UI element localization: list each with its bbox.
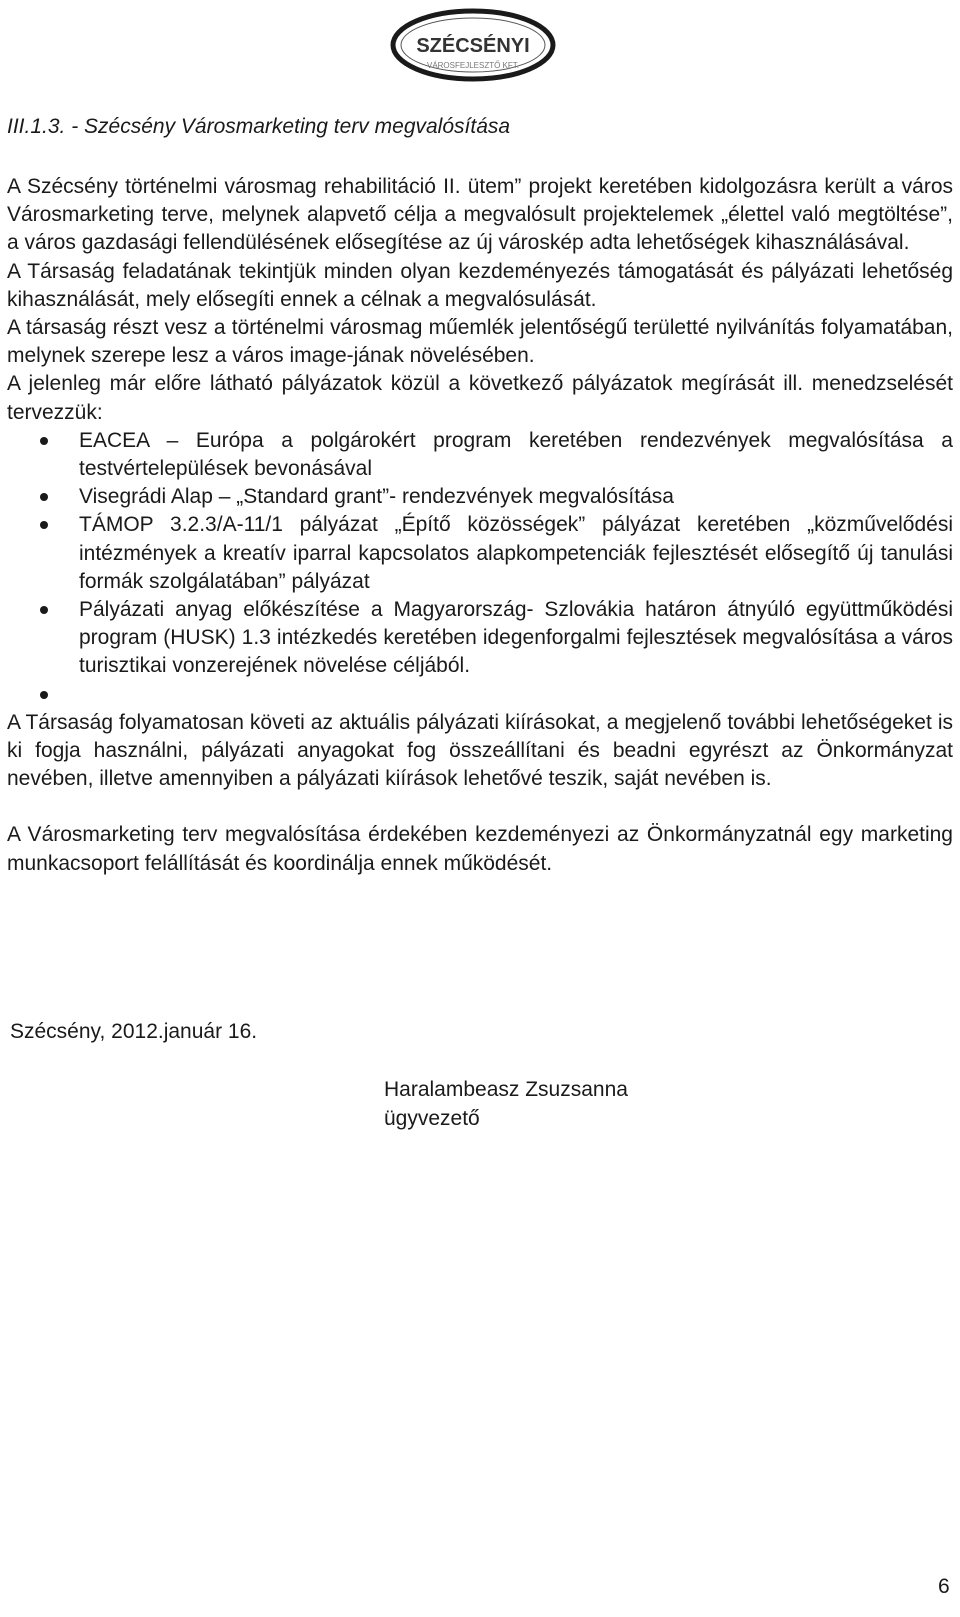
list-item <box>7 681 953 709</box>
document-body <box>7 173 953 878</box>
list-item <box>7 427 953 483</box>
list-item-text: Pályázati anyag előkészítése a Magyarország- Szlovákia határon átnyúló együttműködési program (HUSK) 1.3 intézkedés keretében idegenforgalmi fejlesztések megvalósítása a város turisztikai vonzerejének növelése céljából. <box>79 598 953 678</box>
section-title: III.1.3. - Szécsény Városmarketing terv megvalósítása <box>7 115 511 138</box>
list-item <box>7 483 953 511</box>
svg-text:VÁROSFEJLESZTŐ KFT.: VÁROSFEJLESZTŐ KFT. <box>426 61 520 70</box>
svg-text:SZÉCSÉNYI: SZÉCSÉNYI <box>416 35 530 57</box>
paragraph: A társaság részt vesz a történelmi városmag műemlék jelentőségű területté nyilvánítás folyamatában, melynek szerepe lesz a város image-jának növelésében. <box>7 316 953 368</box>
signer-role: ügyvezető <box>384 1107 480 1130</box>
bullet-icon <box>40 606 48 614</box>
paragraph: A Társaság feladatának tekintjük minden olyan kezdeményezés támogatását és pályázati lehetőség kihasználását, mely elősegíti ennek a célnak a megvalósulását. <box>7 259 953 311</box>
place-date: Szécsény, 2012.január 16. <box>10 1020 258 1043</box>
company-logo <box>388 8 558 82</box>
paragraph: A Szécsény történelmi városmag rehabilitáció II. ütem” projekt keretében kidolgozásra került a város Városmarketing terve, melynek alapvető célja a megvalósult projektelemek „élettel való megtöltése”, a város gazdasági fellendülésének elősegítése az új városkép adta lehetőségek kihasználásával. <box>7 175 953 255</box>
list-item-text: TÁMOP 3.2.3/A-11/1 pályázat „Építő közösségek” pályázat keretében „közművelődési intézmények a kreatív iparral kapcsolatos alapkompetenciák fejlesztését elősegítő új tanulási formák szolgálatában” pályázat <box>79 513 953 593</box>
paragraph: A Társaság folyamatosan követi az aktuális pályázati kiírásokat, a megjelenő további lehetőségeket is ki fogja használni, pályázati anyagokat fog összeállítani és beadni egyrészt az Önkormányzat nevében, illetve amennyiben a pályázati kiírások lehetővé teszik, saját nevében is. <box>7 710 953 791</box>
signature-block <box>384 1075 628 1133</box>
bullet-icon <box>40 437 48 445</box>
paragraph: A jelenleg már előre látható pályázatok közül a következő pályázatok megírását ill. menedzselését tervezzük: <box>7 372 953 424</box>
bullet-icon <box>40 493 48 501</box>
list-item <box>7 596 953 681</box>
list-item-text: EACEA – Európa a polgárokért program keretében rendezvények megvalósítása a testvértelepülések bevonásával <box>79 428 953 481</box>
paragraph: A Városmarketing terv megvalósítása érdekében kezdeményezi az Önkormányzatnál egy marketing munkacsoport felállítását és koordinálja ennek működését. <box>7 823 953 875</box>
page-number: 6 <box>938 1575 950 1598</box>
bullet-list <box>7 427 953 709</box>
list-item-text: Visegrádi Alap – „Standard grant”- rendezvények megvalósítása <box>79 485 674 509</box>
bullet-icon <box>40 691 48 699</box>
bullet-icon <box>40 521 48 529</box>
signer-name: Haralambeasz Zsuzsanna <box>384 1078 628 1101</box>
list-item <box>7 511 953 596</box>
